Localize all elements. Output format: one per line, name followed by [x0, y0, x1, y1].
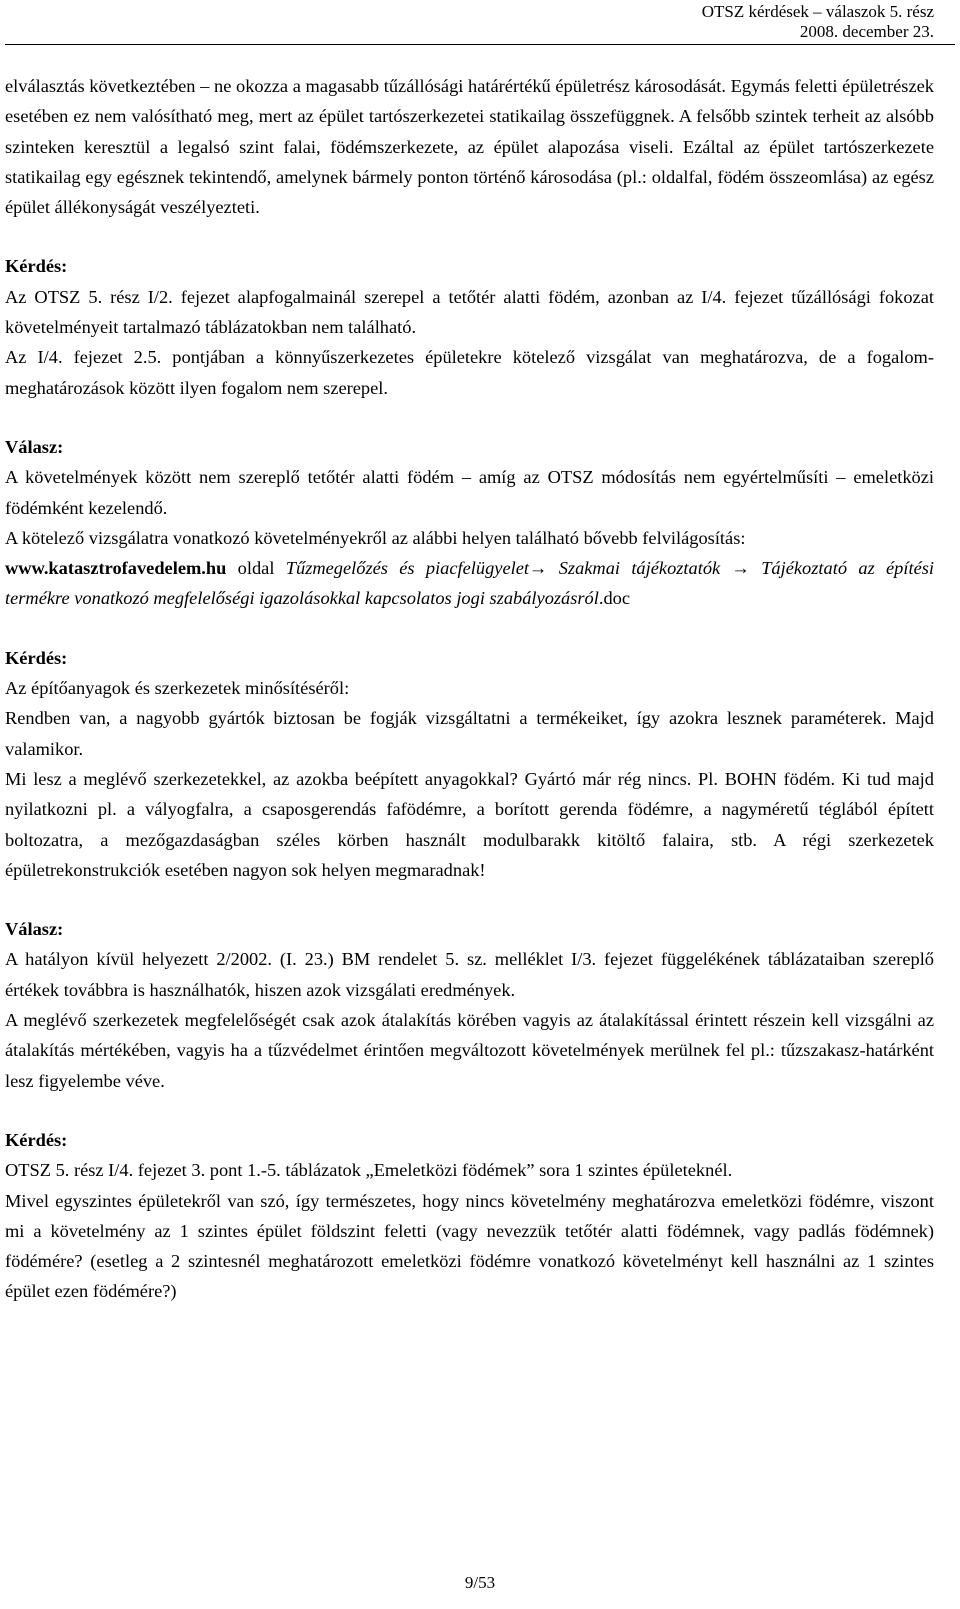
intro-paragraph: elválasztás következtében – ne okozza a magasabb tűzállósági határértékű épületrész károsodását. Egymás feletti épületrészek esetében ez nem valósítható meg, mert az épület tartószerkezetei statikailag összefüggnek. A felsőbb szintek terheit az alsóbb szinteken keresztül a legalsó szint falai, födémszerkezete, az épület alapozása viseli. Ezáltal az épület tartószerkezete statikailag egy egésznek tekintendő, amelynek bármely ponton történő károsodása (pl.: oldalfal, födém összeomlása) az egész épület állékonyságát veszélyezteti. — [5, 76, 934, 218]
question-heading: Kérdés: — [5, 256, 68, 277]
question-paragraph: Az I/4. fejezet 2.5. pontjában a könnyűszerkezetes épületekre kötelező vizsgálat van meghatározva, de a fogalom-meghatározások között ilyen fogalom nem szerepel. — [5, 347, 934, 398]
question-heading: Kérdés: — [5, 1129, 68, 1150]
section-gap — [5, 403, 934, 432]
section-gap — [5, 1096, 934, 1125]
header-title: OTSZ kérdések – válaszok 5. rész — [701, 2, 934, 21]
reference-paragraph — [5, 553, 934, 614]
answer-paragraph: A hatályon kívül helyezett 2/2002. (I. 23.) BM rendelet 5. sz. melléklet I/3. fejezet függelékének táblázataiban szereplő értékek továbbra is használhatók, hiszen azok vizsgálati eredmények. — [5, 949, 934, 1000]
question-heading: Kérdés: — [5, 647, 68, 668]
section-gap — [5, 885, 934, 914]
answer-paragraph: A meglévő szerkezetek megfelelőségét csak azok átalakítás körében vagyis az átalakítással érintett részein kell vizsgálni az átalakítás mértékében, vagyis ha a tűzvédelmet érintően megváltozott követelmények merülnek fel pl.: tűzszakasz-határként lesz figyelembe véve. — [5, 1010, 934, 1091]
file-extension: .doc — [598, 588, 631, 609]
question-paragraph: Mi lesz a meglévő szerkezetekkel, az azokba beépített anyagokkal? Gyártó már rég nincs. Pl. BOHN födém. Ki tud majd nyilatkozni pl. a vályogfalra, a csaposgerendás fafödémre, a borított gerenda födémre, a nagyméretű téglából épített boltozatra, a mezőgazdaságban széles körben használt modulbarakk kitöltő falaira, stb. A régi szerkezetek épületrekonstrukciók esetében nagyon sok helyen megmaradnak! — [5, 768, 934, 880]
document-body — [5, 71, 934, 1307]
question-paragraph: Rendben van, a nagyobb gyártók biztosan be fogják vizsgáltatni a termékeiket, így azokra lesznek paraméterek. Majd valamikor. — [5, 708, 934, 759]
header-date: 2008. december 23. — [799, 22, 934, 41]
answer-heading: Válasz: — [5, 436, 64, 457]
navigation-path: Tűzmegelőzés és piacfelügyelet→ Szakmai tájékoztatók → Tájékoztató az építési termékre vonatkozó megfelelőségi igazolásokkal kapcsolatos jogi szabályozásról — [5, 558, 935, 609]
question-paragraph: Az OTSZ 5. rész I/2. fejezet alapfogalmainál szerepel a tetőtér alatti födém, azonban az I/4. fejezet tűzállósági fokozat követelményeit tartalmazó táblázatokban nem található. — [5, 286, 934, 338]
question-paragraph: OTSZ 5. rész I/4. fejezet 3. pont 1.-5. táblázatok „Emeletközi födémek” sora 1 szintes épületeknél. — [5, 1160, 733, 1181]
section-gap — [5, 614, 934, 643]
answer-paragraph: A követelmények között nem szereplő tetőtér alatti födém – amíg az OTSZ módosítás nem egyértelműsíti – emeletközi födémként kezelendő. — [5, 467, 934, 518]
page-number: 9/53 — [464, 1573, 496, 1592]
answer-heading: Válasz: — [5, 919, 64, 940]
page-header — [702, 2, 934, 42]
answer-paragraph: A kötelező vizsgálatra vonatkozó követelményekről az alábbi helyen található bővebb felvilágosítás: — [5, 527, 746, 548]
header-divider — [5, 44, 955, 45]
reference-text: oldal — [226, 558, 286, 579]
question-paragraph: Mivel egyszintes épületekről van szó, így természetes, hogy nincs követelmény meghatározva emeletközi födémre, viszont mi a követelmény az 1 szintes épület földszint feletti (vagy nevezzük tetőtér alatti födémnek, vagy padlás födémnek) födémére? (esetleg a 2 szintesnél meghatározott emeletközi födémre vonatkozó követelményt kell használni az 1 szintes épület ezen födémére?) — [5, 1190, 934, 1302]
section-gap — [5, 222, 934, 251]
website-link[interactable]: www.katasztrofavedelem.hu — [5, 558, 227, 579]
question-paragraph: Az építőanyagok és szerkezetek minősítéséről: — [5, 678, 350, 699]
